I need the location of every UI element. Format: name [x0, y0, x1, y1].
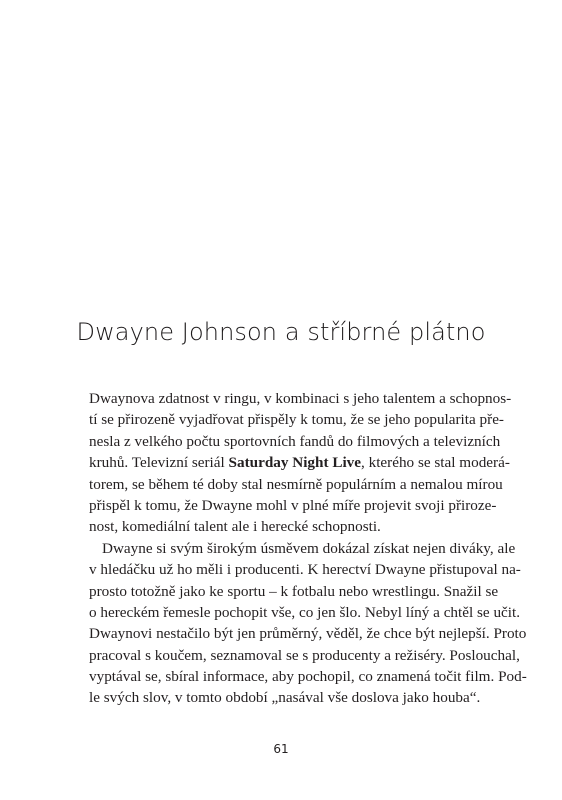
paragraph-line: o hereckém řemesle pochopit vše, co jen šlo. Nebyl líný a chtěl se učit.: [89, 603, 521, 621]
paragraph-line: vyptával se, sbíral informace, aby pochopil, co znamená točit film. Pod-: [89, 668, 527, 686]
chapter-title: Dwayne Johnson a stříbrné plátno: [76, 318, 486, 346]
paragraph-1: [89, 388, 512, 538]
paragraph-line: Dwayne si svým širokým úsměvem dokázal získat nejen diváky, ale: [102, 539, 516, 557]
text-span: kruhů. Televizní seriál: [89, 454, 229, 472]
paragraph-line: [89, 452, 510, 473]
paragraph-line: torem, se během té doby stal nesmírně populárním a nemalou mírou: [89, 475, 503, 493]
paragraph-line: prosto totožně jako ke sportu – k fotbalu nebo wrestlingu. Snažil se: [89, 582, 499, 600]
paragraph-line: le svých slov, v tomto období „nasával vše doslova jako houba“.: [89, 689, 481, 707]
body-text: [89, 388, 527, 709]
paragraph-line: přispěl k tomu, že Dwayne mohl v plné míře projevit svoji přiroze-: [89, 496, 497, 514]
paragraph-2: [89, 538, 527, 709]
paragraph-line: v hledáčku už ho měli i producenti. K herectví Dwayne přistupoval na-: [89, 561, 521, 579]
paragraph-line: tí se přirozeně vyjadřovat přispěly k tomu, že se jeho popularita pře-: [89, 411, 504, 429]
show-title-bold: Saturday Night Live: [228, 454, 362, 472]
text-span: , kterého se stal moderá-: [361, 454, 510, 472]
paragraph-line: pracoval s koučem, seznamoval se s producenty a režiséry. Poslouchal,: [89, 646, 520, 664]
page-number: 61: [273, 742, 289, 756]
paragraph-line: nesla z velkého počtu sportovních fandů do filmových a televizních: [89, 432, 501, 450]
paragraph-line: nost, komediální talent ale i herecké schopnosti.: [89, 518, 381, 536]
paragraph-line: Dwaynovi nestačilo být jen průměrný, věděl, že chce být nejlepší. Proto: [89, 625, 527, 643]
paragraph-line: Dwaynova zdatnost v ringu, v kombinaci s jeho talentem a schopnos-: [89, 390, 512, 407]
